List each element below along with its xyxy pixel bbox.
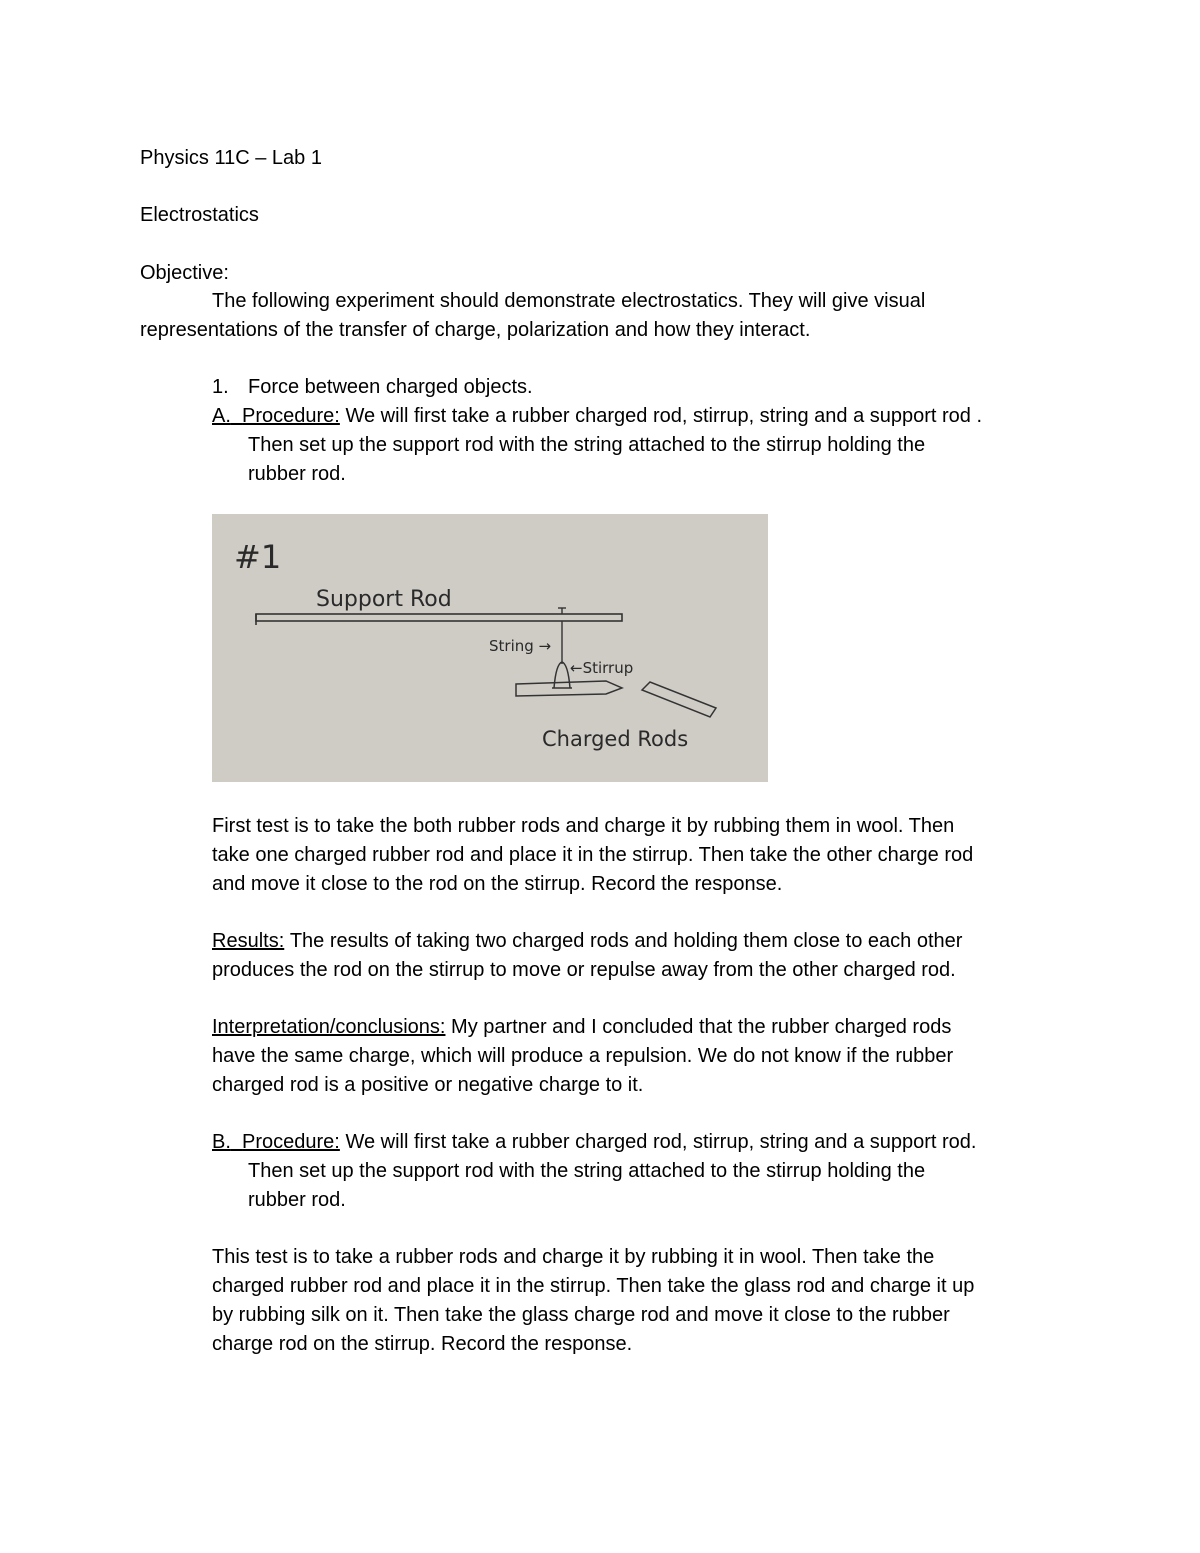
list-item-number: 1. xyxy=(212,376,229,398)
test2-text-line: charge rod on the stirrup. Record the response. xyxy=(212,1333,633,1355)
procedure-b-letter: B. xyxy=(212,1131,231,1153)
procedure-b xyxy=(212,1130,976,1154)
procedure-a-text-line: rubber rod. xyxy=(248,463,346,485)
results-paragraph xyxy=(212,929,962,953)
sketch-string-label: String → xyxy=(489,637,552,655)
support-rod-drawing xyxy=(256,614,622,625)
test1-text-line: take one charged rubber rod and place it in the stirrup. Then take the other charge rod xyxy=(212,844,974,866)
procedure-b-label: Procedure: xyxy=(242,1131,340,1153)
procedure-b-text-line: rubber rod. xyxy=(248,1189,346,1211)
test2-text-line: This test is to take a rubber rods and charge it by rubbing it in wool. Then take the xyxy=(212,1246,935,1268)
sketch-stirrup-label: ←Stirrup xyxy=(570,659,634,677)
procedure-a-text: We will first take a rubber charged rod, stirrup, string and a support rod . xyxy=(345,405,983,427)
interpretation-text: My partner and I concluded that the rubber charged rods xyxy=(451,1016,952,1038)
test1-text-line: First test is to take the both rubber rods and charge it by rubbing them in wool. Then xyxy=(212,815,955,837)
objective-text-line: representations of the transfer of charge, polarization and how they interact. xyxy=(140,319,811,341)
results-label: Results: xyxy=(212,930,285,952)
procedure-b-text: We will first take a rubber charged rod, stirrup, string and a support rod. xyxy=(345,1131,977,1153)
section-heading: Force between charged objects. xyxy=(248,376,533,398)
document-title: Physics 11C – Lab 1 xyxy=(140,147,322,169)
procedure-b-text-line: Then set up the support rod with the string attached to the stirrup holding the xyxy=(248,1160,926,1182)
stirrup-drawing xyxy=(552,662,572,688)
procedure-a-letter: A. xyxy=(212,405,231,427)
procedure-a-label: Procedure: xyxy=(242,405,340,427)
procedure-a xyxy=(212,404,982,428)
objective-text-line: The following experiment should demonstrate electrostatics. They will give visual xyxy=(212,290,926,312)
procedure-a-text-line: Then set up the support rod with the string attached to the stirrup holding the xyxy=(248,434,926,456)
apparatus-sketch xyxy=(212,514,768,782)
results-text-line: produces the rod on the stirrup to move or repulse away from the other charged rod. xyxy=(212,959,956,981)
apparatus-sketch-photo xyxy=(212,514,768,782)
interpretation-text-line: have the same charge, which will produce a repulsion. We do not know if the rubber xyxy=(212,1045,954,1067)
results-text: The results of taking two charged rods and holding them close to each other xyxy=(289,930,963,952)
document-subtitle: Electrostatics xyxy=(140,204,259,226)
sketch-charged-rods-label: Charged Rods xyxy=(542,727,689,751)
charged-rod-2-drawing xyxy=(642,682,716,717)
interpretation-label: Interpretation/conclusions: xyxy=(212,1016,446,1038)
interpretation-paragraph xyxy=(212,1015,951,1039)
sketch-number-label: #1 xyxy=(234,538,282,576)
interpretation-text-line: charged rod is a positive or negative charge to it. xyxy=(212,1074,644,1096)
objective-label: Objective: xyxy=(140,262,229,284)
test1-text-line: and move it close to the rod on the stirrup. Record the response. xyxy=(212,873,783,895)
string-drawing xyxy=(558,608,566,664)
test2-text-line: charged rubber rod and place it in the stirrup. Then take the glass rod and charge it up xyxy=(212,1275,975,1297)
sketch-support-rod-label: Support Rod xyxy=(316,587,452,612)
test2-text-line: by rubbing silk on it. Then take the glass charge rod and move it close to the rubber xyxy=(212,1304,950,1326)
